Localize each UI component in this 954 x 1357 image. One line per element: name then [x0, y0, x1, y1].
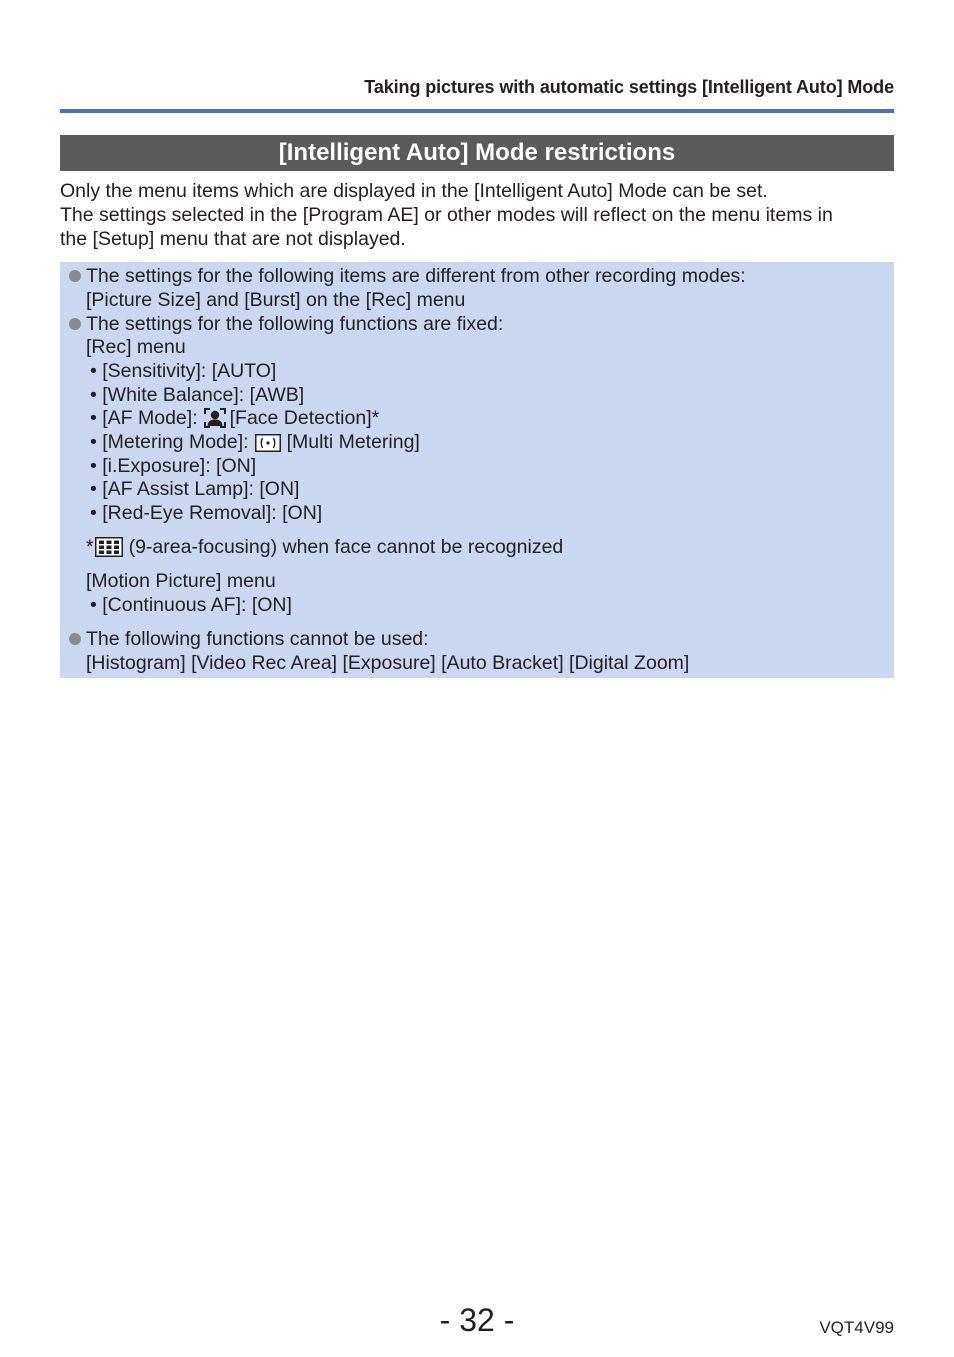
- footnote-mark: *: [86, 536, 94, 558]
- bullet-dot: [69, 633, 81, 645]
- note-different-detail: [Picture Size] and [Burst] on the [Rec] menu: [86, 289, 466, 311]
- metering-mode-value: [Multi Metering]: [286, 431, 420, 453]
- intro-line: the [Setup] menu that are not displayed.: [60, 228, 406, 250]
- restrictions-note-box: [60, 262, 894, 678]
- intro-paragraph: [60, 179, 900, 251]
- rec-item-af-assist-lamp: • [AF Assist Lamp]: [ON]: [90, 478, 300, 500]
- rec-item-red-eye-removal: • [Red-Eye Removal]: [ON]: [90, 502, 323, 524]
- face-detection-icon: [204, 408, 226, 428]
- note-unavailable-text: The following functions cannot be used:: [86, 628, 429, 650]
- rec-item-white-balance: • [White Balance]: [AWB]: [90, 384, 305, 406]
- note-different-text: The settings for the following items are different from other recording modes:: [86, 265, 746, 287]
- metering-mode-label: • [Metering Mode]:: [90, 431, 249, 453]
- rec-item-i-exposure: • [i.Exposure]: [ON]: [90, 455, 257, 477]
- model-code: VQT4V99: [819, 1318, 894, 1337]
- footnote-text: (9-area-focusing) when face cannot be recognized: [128, 536, 564, 558]
- rec-item-sensitivity: • [Sensitivity]: [AUTO]: [90, 360, 277, 382]
- nine-area-focus-icon: [95, 537, 123, 557]
- rec-item-metering-mode: [90, 430, 420, 454]
- rec-menu-label: [Rec] menu: [86, 336, 186, 358]
- bullet-dot: [69, 318, 81, 330]
- bullet-dot: [69, 270, 81, 282]
- note-fixed-text: The settings for the following functions are fixed:: [86, 313, 504, 335]
- intro-line: The settings selected in the [Program AE] or other modes will reflect on the menu items in: [60, 204, 833, 226]
- page-header-title: Taking pictures with automatic settings [Intelligent Auto] Mode: [364, 77, 894, 97]
- rec-item-af-mode: [90, 406, 379, 430]
- section-heading: [Intelligent Auto] Mode restrictions: [60, 135, 894, 171]
- note-unavailable-detail: [Histogram] [Video Rec Area] [Exposure] [Auto Bracket] [Digital Zoom]: [86, 652, 690, 674]
- af-mode-value: [Face Detection]*: [229, 407, 380, 429]
- af-mode-label: • [AF Mode]:: [90, 407, 198, 429]
- intro-line: Only the menu items which are displayed in the [Intelligent Auto] Mode can be set.: [60, 180, 768, 202]
- motion-picture-menu-label: [Motion Picture] menu: [86, 570, 276, 592]
- page-number: - 32 -: [439, 1302, 515, 1338]
- header-divider: [60, 109, 894, 113]
- multi-metering-icon: [255, 434, 281, 452]
- motion-item-continuous-af: • [Continuous AF]: [ON]: [90, 594, 292, 616]
- footnote: [86, 535, 563, 559]
